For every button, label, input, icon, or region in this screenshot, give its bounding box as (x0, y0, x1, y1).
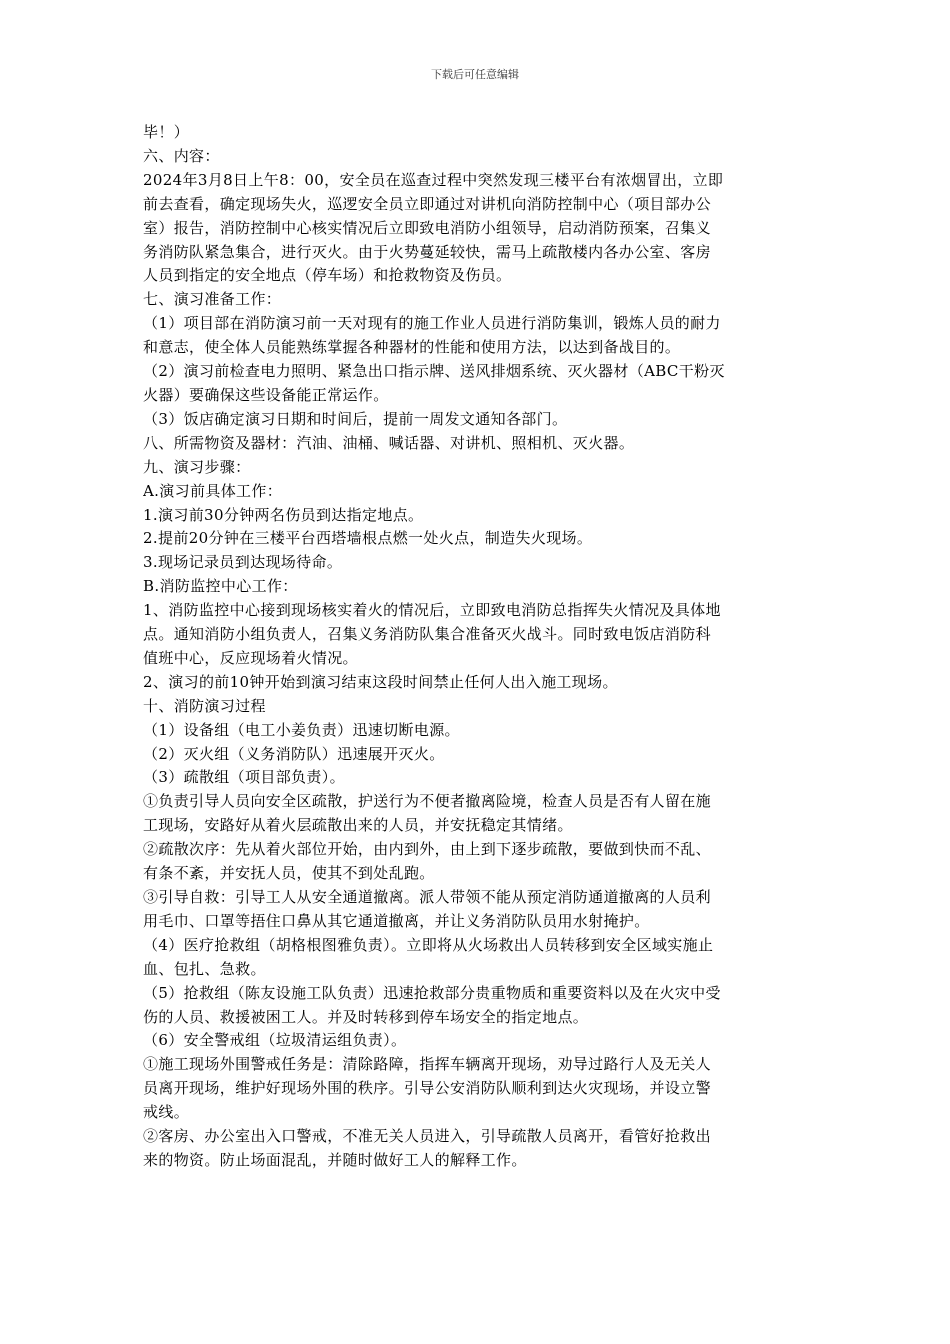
text-line: 3.现场记录员到达现场待命。 (143, 553, 343, 572)
text-line: （1）设备组（电工小姜负责）迅速切断电源。 (143, 720, 460, 739)
section-heading: 七、演习准备工作： (143, 290, 282, 309)
text-line: （4）医疗抢救组（胡格根图雅负责）。立即将从火场救出人员转移到安全区域实施止 (143, 935, 714, 954)
text-line: 点。通知消防小组负责人，召集义务消防队集合准备灭火战斗。同时致电饭店消防科 (143, 625, 711, 644)
section-heading: 十、消防演习过程 (143, 696, 266, 715)
text-line: （6）安全警戒组（垃圾清运组负责）。 (143, 1031, 407, 1050)
text-line: 血、包扎、急救。 (143, 959, 266, 978)
text-line: 1.演习前30分钟两名伤员到达指定地点。 (143, 505, 424, 524)
text-line: 戒线。 (143, 1103, 190, 1122)
text-line: 和意志，使全体人员能熟练掌握各种器材的性能和使用方法，以达到备战目的。 (143, 338, 681, 357)
page-header-note: 下载后可任意编辑 (431, 68, 519, 81)
text-line: （2）演习前检查电力照明、紧急出口指示牌、送风排烟系统、灭火器材（ABC干粉灭 (143, 362, 725, 381)
text-line: 火器）要确保这些设备能正常运作。 (143, 385, 389, 404)
text-line: （3）饭店确定演习日期和时间后，提前一周发文通知各部门。 (143, 409, 568, 428)
document-body (143, 121, 807, 1173)
text-line: 务消防队紧急集合，进行灭火。由于火势蔓延较快，需马上疏散楼内各办公室、客房 (143, 242, 711, 261)
text-line: 2、演习的前10钟开始到演习结束这段时间禁止任何人出入施工现场。 (143, 672, 618, 691)
text-line: 员离开现场，维护好现场外围的秩序。引导公安消防队顺利到达火灾现场，并设立警 (143, 1079, 711, 1098)
text-line: ②疏散次序：先从着火部位开始，由内到外，由上到下逐步疏散，要做到快而不乱、 (143, 840, 711, 859)
text-line: 有条不紊，并安抚人员，使其不到处乱跑。 (143, 864, 435, 883)
text-line: 来的物资。防止场面混乱，并随时做好工人的解释工作。 (143, 1150, 527, 1169)
text-line: ①负责引导人员向安全区疏散，护送行为不便者撤离险境，检查人员是否有人留在施 (143, 792, 711, 811)
text-line: （1）项目部在消防演习前一天对现有的施工作业人员进行消防集训，锻炼人员的耐力 (143, 314, 721, 333)
text-line: 用毛巾、口罩等捂住口鼻从其它通道撤离，并让义务消防队员用水射掩护。 (143, 911, 650, 930)
section-heading: 八、所需物资及器材：汽油、油桶、喊话器、对讲机、照相机、灭火器。 (143, 433, 635, 452)
text-line: 人员到指定的安全地点（停车场）和抢救物资及伤员。 (143, 266, 512, 285)
text-line: 毕！） (143, 123, 190, 141)
text-line: 工现场，安路好从着火层疏散出来的人员，并安抚稳定其情绪。 (143, 816, 573, 835)
text-line: ③引导自救：引导工人从安全通道撤离。派人带领不能从预定消防通道撤离的人员利 (143, 888, 711, 906)
text-line: ②客房、办公室出入口警戒，不准无关人员进入，引导疏散人员离开，看管好抢救出 (143, 1127, 711, 1146)
text-line: 室）报告，消防控制中心核实情况后立即致电消防小组领导，启动消防预案，召集义 (143, 218, 711, 237)
subsection-heading: A.演习前具体工作： (143, 481, 283, 500)
text-line: 伤的人员、救援被困工人。并及时转移到停车场安全的指定地点。 (143, 1007, 589, 1026)
text-line: ①施工现场外围警戒任务是：清除路障，指挥车辆离开现场，劝导过路行人及无关人 (143, 1055, 711, 1074)
section-heading: 六、内容： (143, 146, 220, 165)
text-line: 前去查看，确定现场失火，巡逻安全员立即通过对讲机向消防控制中心（项目部办公 (143, 194, 711, 213)
text-line: （2）灭火组（义务消防队）迅速展开灭火。 (143, 744, 445, 763)
section-heading: 九、演习步骤： (143, 457, 251, 476)
text-line: 2024年3月8日上午8：00，安全员在巡查过程中突然发现三楼平台有浓烟冒出，立即 (143, 170, 724, 189)
text-line: （3）疏散组（项目部负责）。 (143, 768, 345, 787)
text-line: 1、消防监控中心接到现场核实着火的情况后，立即致电消防总指挥失火情况及具体地 (143, 601, 721, 620)
text-line: 2.提前20分钟在三楼平台西塔墙根点燃一处火点，制造失火现场。 (143, 529, 593, 548)
text-line: （5）抢救组（陈友设施工队负责）迅速抢救部分贵重物质和重要资料以及在火灾中受 (143, 983, 721, 1002)
subsection-heading: B.消防监控中心工作： (143, 577, 298, 596)
text-line: 值班中心，反应现场着火情况。 (143, 648, 358, 667)
